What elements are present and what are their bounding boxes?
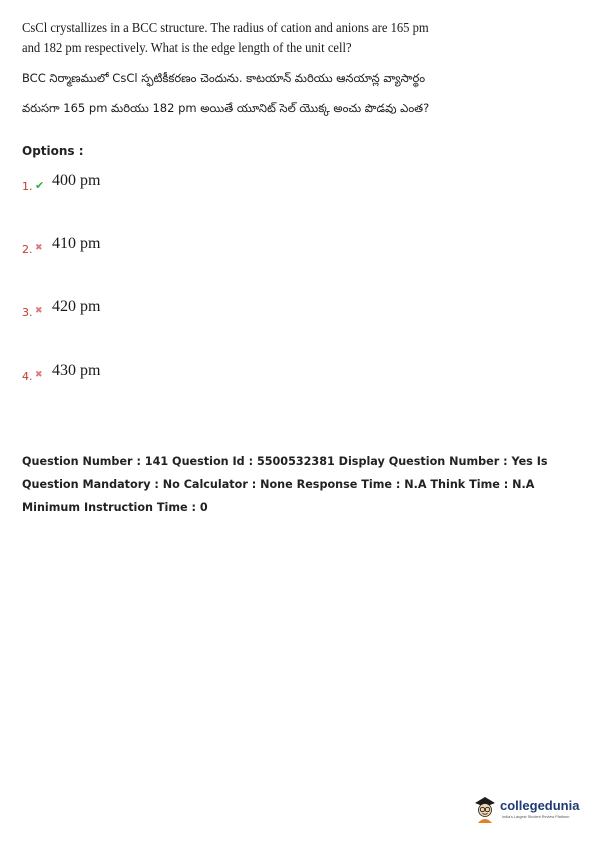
brand-tagline: India's Largest Student Review Platform [502, 815, 570, 819]
question-telugu-line-1: BCC నిర్మాణములో CsCl స్ఫటికీకరణం చెందును. కాటయాన్ మరియు ఆనయాన్ల వ్యాసార్థం [22, 71, 426, 85]
question-telugu [22, 63, 462, 123]
option-text: 410 pm [52, 235, 101, 252]
option-text: 430 pm [52, 362, 101, 379]
question-english [22, 19, 454, 59]
cross-icon: ✖ [35, 243, 43, 253]
question-metadata: Question Number : 141 Question Id : 5500532381 Display Question Number : Yes Is Question Mandatory : No Calculator : None Response Time : N.A Think Time : N.A Minimum Instruction Time : 0 [22, 455, 548, 514]
question-telugu-line-2: వరుసగా 165 pm మరియు 182 pm అయితే యూనిట్ సెల్ యొక్క అంచు పొడవు ఎంత? [22, 101, 430, 115]
brand-logo [472, 792, 590, 832]
option-number: 2. [22, 243, 33, 256]
question-english-line-2: and 182 pm respectively. What is the edge length of the unit cell? [22, 41, 352, 56]
student-avatar-icon [472, 794, 498, 824]
question-block [22, 19, 462, 123]
option-number: 4. [22, 370, 33, 383]
brand-name: collegedunia [500, 798, 580, 813]
options-heading: Options : [22, 144, 84, 158]
check-icon: ✔ [35, 179, 45, 192]
option-number: 1. [22, 180, 33, 193]
question-english-line-1: CsCl crystallizes in a BCC structure. The radius of cation and anions are 165 pm [22, 21, 429, 36]
option-number: 3. [22, 306, 33, 319]
cross-icon: ✖ [35, 306, 43, 316]
cross-icon: ✖ [35, 370, 43, 380]
option-text: 400 pm [52, 172, 101, 189]
option-text: 420 pm [52, 298, 101, 315]
